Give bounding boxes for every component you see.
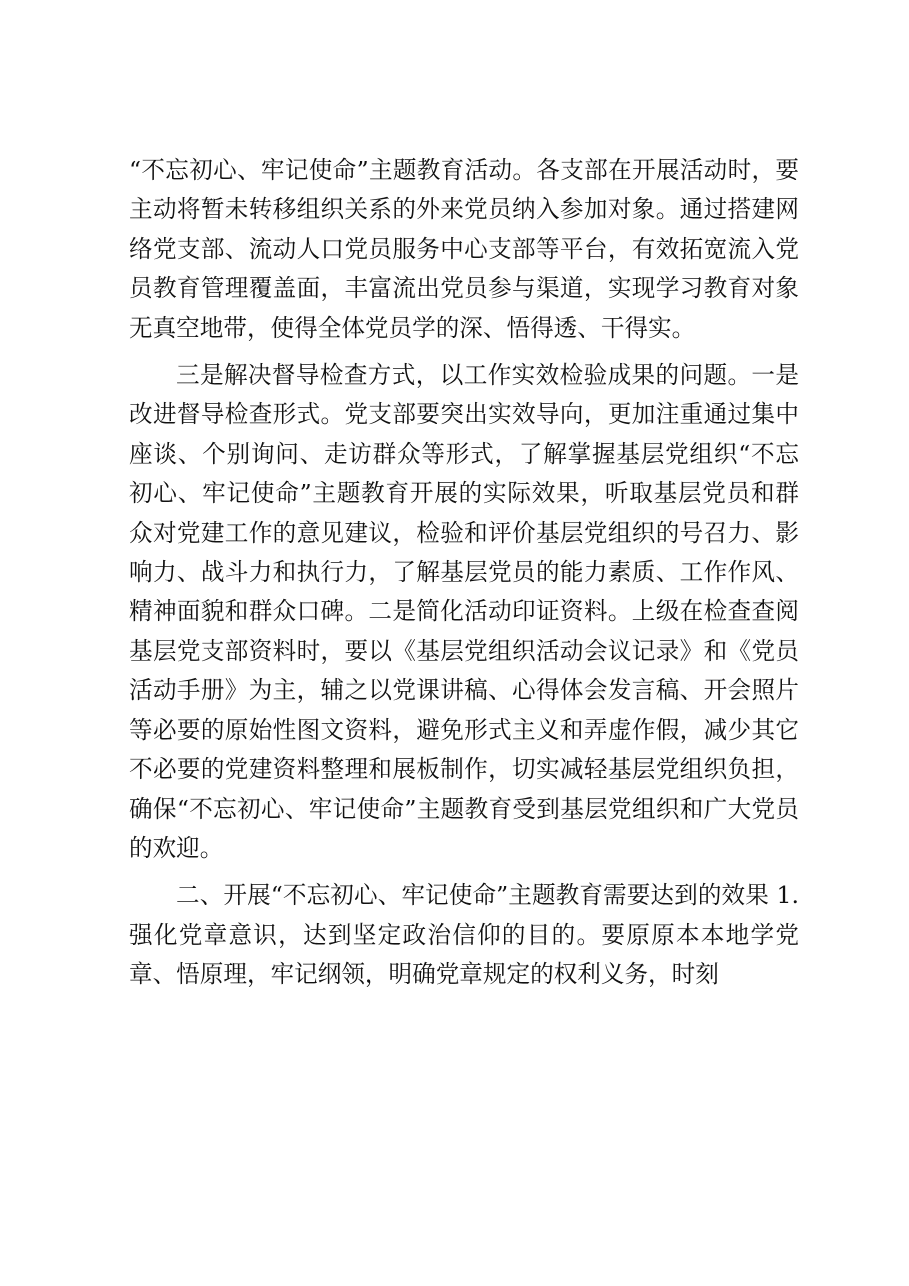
- document-body: [129, 151, 799, 995]
- paragraph-3: 二、开展“不忘初心、牢记使命”主题教育需要达到的效果 1. 强化党章意识，达到坚定政治信仰的目的。要原原本本地学党章、悟原理，牢记纲领，明确党章规定的权利义务，时刻: [129, 881, 799, 989]
- paragraph-1: “不忘初心、牢记使命”主题教育活动。各支部在开展活动时，要主动将暂未转移组织关系的外来党员纳入参加对象。通过搭建网络党支部、流动人口党员服务中心支部等平台，有效拓宽流入党员教育管理覆盖面，丰富流出党员参与渠道，实现学习教育对象无真空地带，使得全体党员学的深、悟得透、干得实。: [129, 156, 799, 342]
- paragraph-gap: [129, 868, 799, 876]
- paragraph-2: 三是解决督导检查方式，以工作实效检验成果的问题。一是改进督导检查形式。党支部要突出实效导向，更加注重通过集中座谈、个别询问、走访群众等形式，了解掌握基层党组织“不忘初心、牢记使命”主题教育开展的实际效果，听取基层党员和群众对党建工作的意见建议，检验和评价基层党组织的号召力、影响力、战斗力和执行力，了解基层党员的能力素质、工作作风、精神面貌和群众口碑。二是简化活动印证资料。上级在检查查阅基层党支部资料时，要以《基层党组织活动会议记录》和《党员活动手册》为主，辅之以党课讲稿、心得体会发言稿、开会照片等必要的原始性图文资料，避免形式主义和弄虚作假，减少其它不必要的党建资料整理和展板制作，切实减轻基层党组织负担，确保“不忘初心、牢记使命”主题教育受到基层党组织和广大党员的欢迎。: [129, 361, 799, 862]
- paragraph-gap: [129, 348, 799, 356]
